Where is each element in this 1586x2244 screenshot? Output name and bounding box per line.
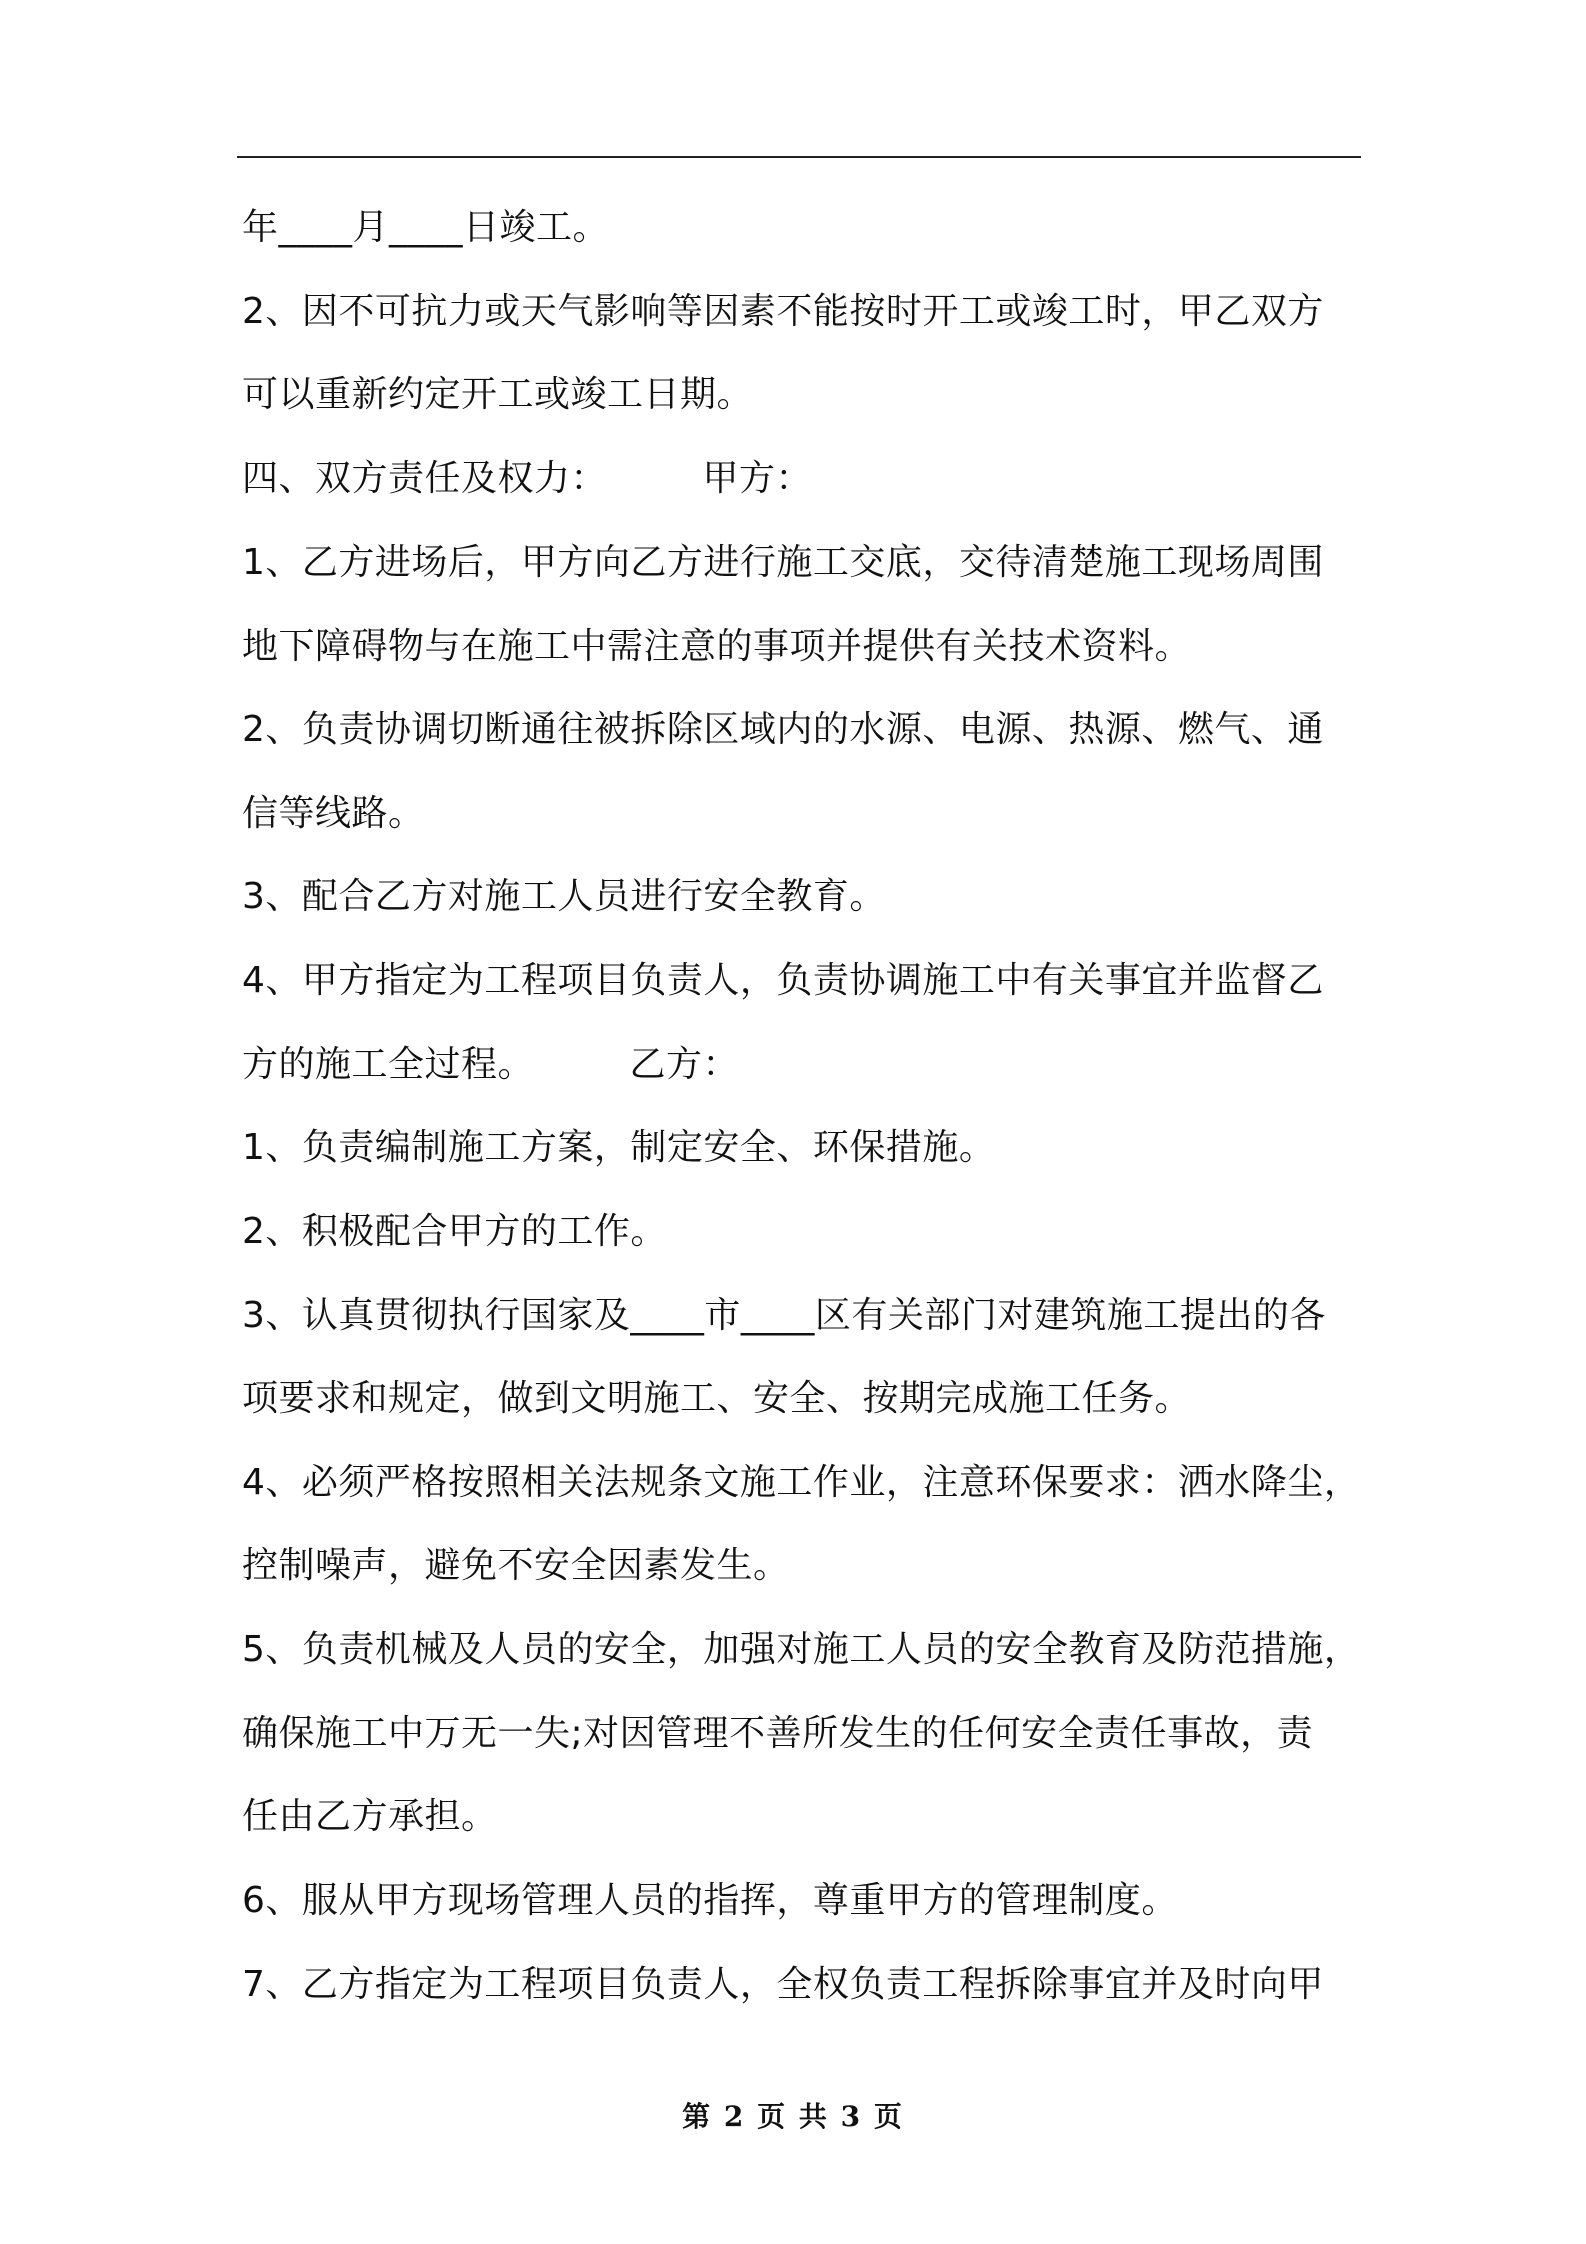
text-line: 2、积极配合甲方的工作。 xyxy=(242,1211,667,1252)
text-line: 地下障碍物与在施工中需注意的事项并提供有关技术资料。 xyxy=(242,626,1192,667)
text-line: 6、服从甲方现场管理人员的指挥，尊重甲方的管理制度。 xyxy=(242,1880,1178,1921)
header-rule xyxy=(237,156,1361,158)
text-line: 可以重新约定开工或竣工日期。 xyxy=(242,374,754,415)
text-line: 2、因不可抗力或天气影响等因素不能按时开工或竣工时，甲乙双方 xyxy=(242,291,1324,332)
text-line: 5、负责机械及人员的安全，加强对施工人员的安全教育及防范措施， xyxy=(242,1629,1361,1670)
text-line: 任由乙方承担。 xyxy=(242,1796,498,1837)
text-line: 4、甲方指定为工程项目负责人，负责协调施工中有关事宜并监督乙 xyxy=(242,960,1324,1001)
text-line: 项要求和规定，做到文明施工、安全、按期完成施工任务。 xyxy=(242,1378,1192,1419)
text-line: 3、认真贯彻执行国家及____市____区有关部门对建筑施工提出的各 xyxy=(242,1295,1326,1336)
text-line: 4、必须严格按照相关法规条文施工作业，注意环保要求：洒水降尘， xyxy=(242,1462,1361,1503)
text-line: 信等线路。 xyxy=(242,793,425,834)
text-line: 控制噪声，避免不安全因素发生。 xyxy=(242,1545,790,1586)
text-line: 3、配合乙方对施工人员进行安全教育。 xyxy=(242,876,886,917)
text-line: 7、乙方指定为工程项目负责人，全权负责工程拆除事宜并及时向甲 xyxy=(242,1964,1324,2005)
section-heading: 四、双方责任及权力： 甲方： xyxy=(242,458,813,499)
text-line: 年____月____日竣工。 xyxy=(242,207,610,248)
text-line: 确保施工中万无一失;对因管理不善所发生的任何安全责任事故，责 xyxy=(242,1713,1314,1754)
text-line: 1、乙方进场后，甲方向乙方进行施工交底，交待清楚施工现场周围 xyxy=(242,542,1324,583)
text-line: 1、负责编制施工方案，制定安全、环保措施。 xyxy=(242,1127,996,1168)
text-line: 方的施工全过程。 乙方： xyxy=(242,1044,740,1085)
page-number: 第 2 页 共 3 页 xyxy=(682,2100,904,2133)
text-line: 2、负责协调切断通往被拆除区域内的水源、电源、热源、燃气、通 xyxy=(242,709,1324,750)
